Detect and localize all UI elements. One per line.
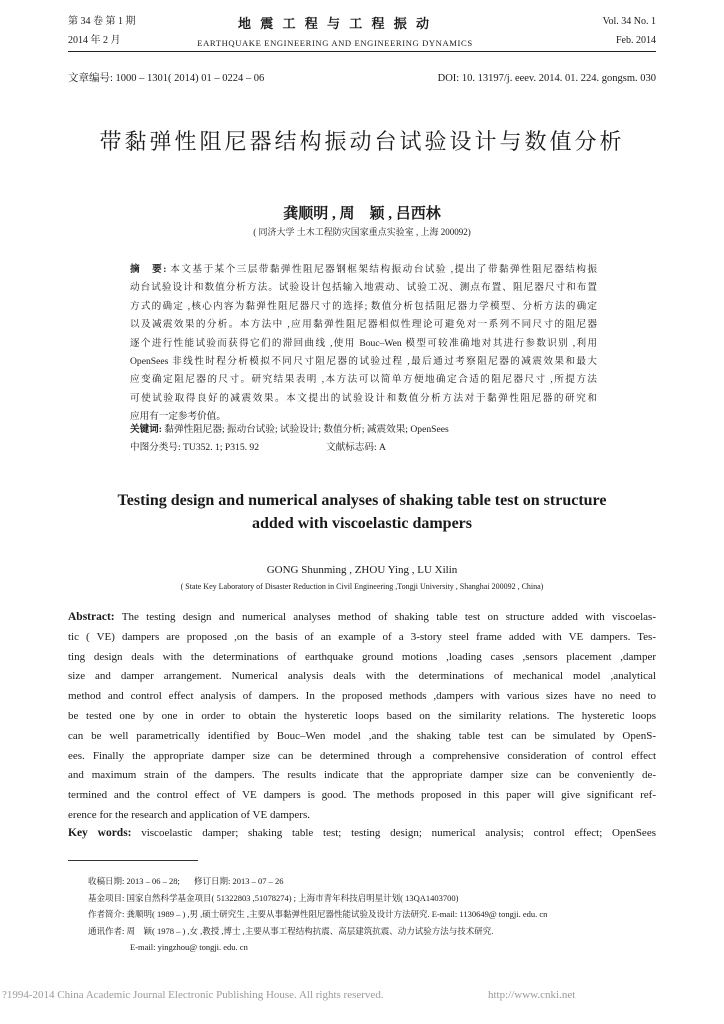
footnotes [88,873,547,956]
document-code-value: A [379,442,386,453]
abstract-en-line: method and control effect analysis of dampers. In the proposed methods ,dampers with various sizes have no need to [68,690,656,703]
document-code [326,439,386,456]
footnote-funding [88,890,547,907]
title-en-line: added with viscoelastic dampers [252,515,472,532]
title-en-line: Testing design and numerical analyses of shaking table test on structure [117,492,607,509]
abstract-cn-label: 摘 要: [130,264,167,275]
clc-label: 中图分类号: [130,442,181,453]
abstract-en-label: Abstract: [68,611,115,623]
abstract-en-line [68,608,656,628]
abstract-cn [130,261,597,427]
clc-number [130,439,259,456]
abstract-en-line: tic ( VE) dampers are proposed ,on the basis of an example of a 3-story steel frame added with VE dampers. Tes- [68,630,656,643]
corresponding-text: 周 颖( 1978 – ) ,女 ,教授 ,博士 ,主要从事工程结构抗震、高层建筑抗震、动力试验方法与技术研究. [126,925,494,936]
abstract-cn-line: 以及减震效果的分析。本方法中 ,应用黏弹性阻尼器相似性理论可避免对一系列不同尺寸的阻尼器 [130,319,597,331]
received-date: 2013 – 06 – 28; [126,876,180,886]
date-en: Feb. 2014 [616,35,656,46]
keywords-cn [130,421,597,438]
abstract-en-line: termined and the control effect of VE dampers is good. The methods proposed in this paper will give significant ref- [68,789,656,802]
document-code-label: 文献标志码: [326,442,377,453]
date-cn: 2014 年 2 月 [68,35,121,46]
article-number [68,71,264,86]
bio-label: 作者简介: [88,909,125,919]
doi [438,71,656,86]
keywords-cn-text: 黏弹性阻尼器; 振动台试验; 试验设计; 数值分析; 减震效果; OpenSees [164,424,449,435]
abstract-en-line: ting design deals with the determinations of earthquake ground motions ,loading cases ,sensors placement ,damper [68,650,656,663]
keywords-en-label: Key words: [68,827,132,839]
abstract-cn-line: 应变确定阻尼器的尺寸。研究结果表明 ,本方法可以简单方便地确定合适的阻尼器尺寸 ,所提方法 [130,374,597,386]
title-cn: 带黏弹性阻尼器结构振动台试验设计与数值分析 [99,129,625,154]
doi-value: 10. 13197/j. eeev. 2014. 01. 224. gongsm. 030 [461,73,656,84]
funding-text: 国家自然科学基金项目( 51322803 ,51078274) ; 上海市青年科技启明星计划( 13QA1403700) [126,892,459,903]
volume-en: Vol. 34 No. 1 [602,16,656,27]
abstract-cn-line: OpenSees 非线性时程分析模拟不同尺寸阻尼器的试验过程 ,最后通过考察阻尼器的减震效果和最大 [130,355,597,367]
header-issue-en [603,12,656,50]
header-rule [68,51,656,52]
footnote-rule [68,860,198,861]
abstract-cn-text: 本文基于某个三层带黏弹性阻尼器钢框架结构振动台试验 ,提出了带黏弹性阻尼器结构振 [170,264,597,275]
copyright-watermark: ?1994-2014 China Academic Journal Electronic Publishing House. All rights reserved. [2,989,384,1001]
keywords-en-text: viscoelastic damper; shaking table test; testing design; numerical analysis; control effect; OpenSees [141,827,656,839]
abstract-cn-line: 方式的确定 ,核心内容为黏弹性阻尼器尺寸的选择; 数值分析包括阻尼器力学模型、分析方法的确定 [130,300,597,312]
header-issue-cn [68,12,136,50]
abstract-en-line: and maximum strain of the dampers. The results indicate that the appropriate damper size can be conveniently de- [68,769,656,782]
abstract-en-line: size and damper arrangement. Numerical analysis deals with the determinations of mechanical model ,analytical [68,670,656,683]
volume-cn: 第 34 卷 第 1 期 [68,16,136,27]
doi-label: DOI: [437,73,460,84]
abstract-en-line: erence for the research and application of VE dampers. [68,808,310,821]
affiliation-cn: ( 同济大学 土木工程防灾国家重点实验室 , 上海 200092) [253,227,471,237]
revised-label: 修订日期: [194,876,231,886]
authors-en: GONG Shunming , ZHOU Ying , LU Xilin [266,564,458,576]
corresponding-label: 通讯作者: [88,925,125,936]
abstract-en-line: ees. Finally the appropriate damper size can be determined through a comprehensive consideration of control effect [68,749,656,762]
abstract-cn-line: 动台试验设计和数值分析方法。试验设计包括输入地震动、试验工况、测点布置、阻尼器尺寸和布置 [130,282,597,294]
abstract-cn-line: 可使试验取得良好的减震效果。本文提出的试验设计和数值分析方法对于黏弹性阻尼器的研究和 [130,392,597,404]
watermark-url: http://www.cnki.net [488,989,576,1001]
bio-text: 龚顺明( 1989 – ) ,男 ,硕士研究生 ,主要从事黏弹性阻尼器性能试验及设计方法研究. E-mail: 1130649@ tongji. edu. cn [126,909,548,919]
footnote-author-bio [88,906,547,923]
authors-cn: 龚顺明 , 周 颖 , 吕西林 [283,206,441,222]
footnote-dates [88,873,547,890]
revised-date: 2013 – 07 – 26 [232,876,284,886]
affiliation-en: ( State Key Laboratory of Disaster Reduction in Civil Engineering ,Tongji University , Shanghai 200092 , China) [180,582,544,591]
footnote-corresponding [88,923,547,940]
journal-name-en: EARTHQUAKE ENGINEERING AND ENGINEERING DYNAMICS [197,38,473,48]
abstract-cn-line: 逐个进行性能试验而获得它们的滞回曲线 ,使用 Bouc–Wen 模型可较准确地对其进行参数识别 ,利用 [130,337,597,349]
abstract-en-text: The testing design and numerical analyses method of shaking table test on structure added with viscoelas- [121,611,656,623]
keywords-cn-label: 关键词: [130,424,162,435]
abstract-en [68,608,656,826]
title-en [0,489,724,535]
funding-label: 基金项目: [88,892,125,903]
clc-value: TU352. 1; P315. 92 [183,442,260,453]
abstract-en-line: can be well parametrically identified by Bouc–Wen model ,and the shaking table test can be simulated by OpenS- [68,729,656,742]
abstract-cn-line [130,261,597,279]
keywords-en [68,824,656,842]
corresponding-email: E-mail: yingzhou@ tongji. edu. cn [130,942,248,952]
received-label: 收稿日期: [88,876,125,886]
article-number-value: 1000 – 1301( 2014) 01 – 0224 – 06 [115,73,265,84]
abstract-cn-line: 应用有一定参考价值。 [130,411,226,423]
abstract-en-line: be tested one by one in order to obtain the hysteretic loops based on the similarity relations. The hysteretic loops [68,709,656,722]
article-number-label: 文章编号: [68,73,113,84]
journal-name-cn: 地 震 工 程 与 工 程 振 动 [237,16,432,31]
